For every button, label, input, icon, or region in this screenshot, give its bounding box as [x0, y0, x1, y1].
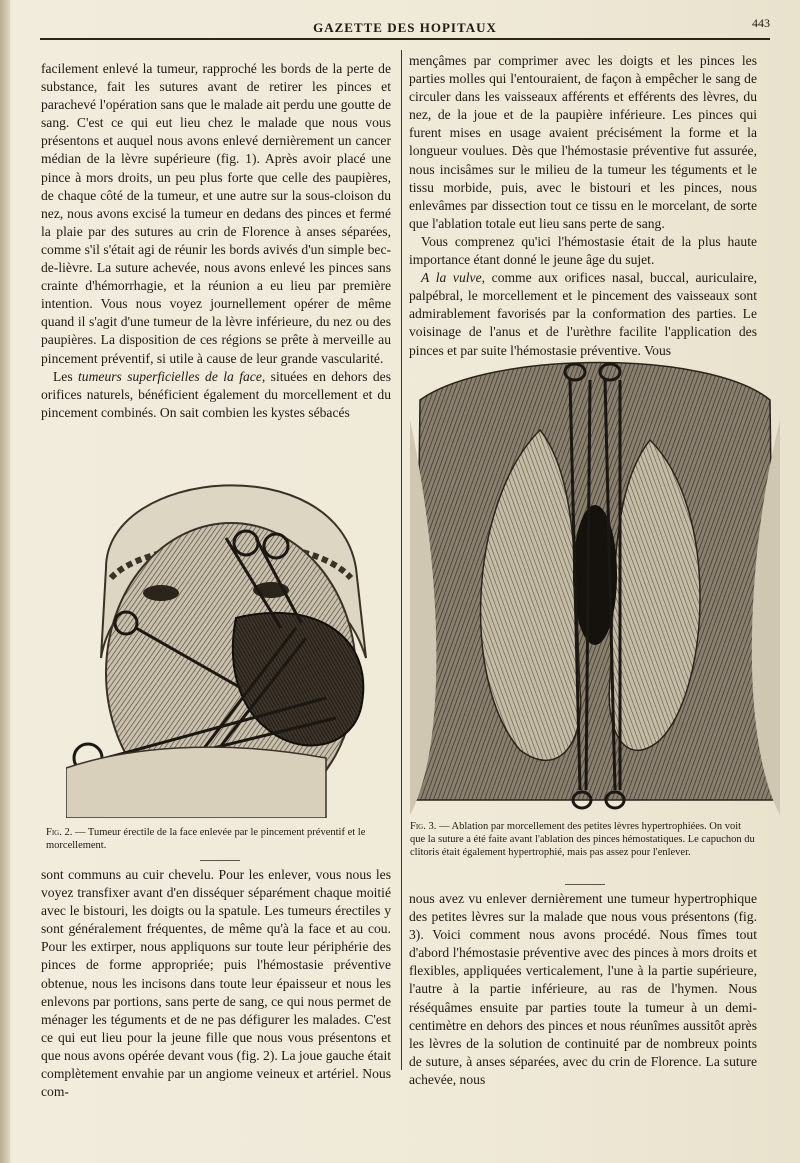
- journal-title: GAZETTE DES HOPITAUX: [313, 20, 497, 35]
- separator: [565, 884, 605, 885]
- figure-2-engraving: [66, 428, 376, 818]
- column-rule: [401, 50, 402, 1070]
- separator: [200, 860, 240, 861]
- figure-2-caption: Fig. 2. — Tumeur érectile de la face enlevée par le pincement préventif et le morcellement.: [46, 827, 366, 851]
- paragraph: mençâmes par comprimer avec les doigts et les pinces les parties molles qui l'entouraient, de façon à empêcher le sang de circuler dans les vaisseaux afférents et efférents des lèvres, du nez, de la joue et de la paupière inférieure. Les pinces qui furent mises en usage avaient précisément la forme et la longueur voulues. Dès que l'hémostasie préventive fut assurée, nous incisâmes sur le milieu de la tumeur les téguments et le tissu morbide, puis, avec le bistouri et les pinces, nous enlevâmes par dissection tout ce tissu en le morcelant, de sorte que l'ablation totale eut lieu sans perte de sang.: [409, 53, 757, 231]
- page-binding: [0, 0, 10, 1163]
- paragraph: nous avez vu enlever dernièrement une tumeur hypertrophique des petites lèvres sur la malade que nous vous présentons (fig. 3). Voici comment nous avons procédé. Nous fîmes tout d'abord l'hémostasie préventive avec des pinces à mors droits et flexibles, appliquées verticalement, l'une à la partie supérieure, l'autre à la partie inférieure, au ras de l'hymen. Nous réséquâmes ensuite par parties toute la tumeur à un demi-centimètre en dehors des pinces et nous réunîmes aussitôt après les lèvres de la solution de continuité par de nombreux points de suture, à anses séparées, avec du crin de Florence. La suture achevée, nous: [409, 891, 757, 1087]
- left-column-top: [41, 60, 391, 422]
- italic-term: tumeurs superficielles de la face: [78, 368, 262, 384]
- right-column-bottom: [409, 890, 757, 1089]
- paragraph: facilement enlevé la tumeur, rapproché les bords de la perte de substance, fait les sutures avant de retirer les pinces et parachevé l'opération sans que le malade ait perdu une goutte de sang. C'est ce qui eut lieu chez le malade que nous vous présentons et auquel nous avons enlevé dernièrement un cancer médian de la lèvre supérieure (fig. 1). Après avoir placé une pince à mors droits, un peu plus forte que celle des paupières, de chaque côté de la tumeur, et une autre sur la sous-cloison du nez, nous avons excisé la tumeur en dedans des pinces et fermé la plaie par des sutures au crin de Florence à anses séparées, comme s'il s'était agi de réunir les bords avivés d'un simple bec-de-lièvre. La suture achevée, nous avons enlevé les pinces sans crainte d'hémorrhagie, et la réunion a eu lieu par première intention. Vous nous voyez journellement opérer de même quand il s'agit d'une tumeur de la lèvre inférieure, du nez ou des paupières. La disposition de ces régions se prête à merveille au pincement préventif, si utile à cause de leur grande vascularité.: [41, 61, 391, 366]
- figure-3-caption: Fig. 3. — Ablation par morcellement des petites lèvres hypertrophiées. On voit que la suture a été faite avant l'ablation des pinces hémostatiques. Le capuchon du clitoris était également hypertrophié, mais pas assez pour l'enlever.: [410, 821, 755, 858]
- paragraph-tumeurs-face: Les tumeurs superficielles de la face, situées en dehors des orifices naturels, bénéficient également du morcellement et du pincement combinés. On sait combien les kystes sébacés: [41, 368, 391, 420]
- left-column-bottom: [41, 866, 391, 1101]
- right-column-top: [409, 52, 757, 360]
- vulva-surgery-illustration: [410, 360, 780, 815]
- figure-3-engraving: [410, 360, 780, 815]
- face-tumor-illustration: [66, 428, 376, 818]
- paragraph-vulve: A la vulve, comme aux orifices nasal, buccal, auriculaire, palpébral, le morcellement et le pincement des vaisseaux sont admirablement favorisés par la conformation des parties. Le voisinage de l'anus et de l'urèthre facilite l'application des pinces et par suite l'hémostasie préventive. Vous: [409, 270, 757, 358]
- paragraph: sont communs au cuir chevelu. Pour les enlever, vous nous les voyez transfixer avant d'en disséquer séparément chaque moitié avec le bistouri, les doigts ou la spatule. Les tumeurs érectiles y sont généralement fréquentes, de même qu'à la face et au cou. Pour les extirper, nous appliquons sur toute leur périphérie des pinces de forme appropriée; puis l'hémostasie préventive obtenue, nous les incisons dans toute leur épaisseur et nous les enlevons par portions, sans perte de sang, ce qui nous permet de ménager les téguments et de ne pas défigurer les malades. C'est ce qui eut lieu pour la jeune fille que nous vous présentons et que nous avons opérée devant vous (fig. 2). La joue gauche était complètement envahie par un angiome veineux et artériel. Nous com-: [41, 867, 391, 1100]
- page-number: 443: [752, 16, 770, 30]
- page-header: [40, 14, 770, 40]
- italic-term: A la vulve: [421, 270, 482, 286]
- paragraph: Vous comprenez qu'ici l'hémostasie était de la plus haute importance étant donné le jeune âge du sujet.: [409, 233, 757, 268]
